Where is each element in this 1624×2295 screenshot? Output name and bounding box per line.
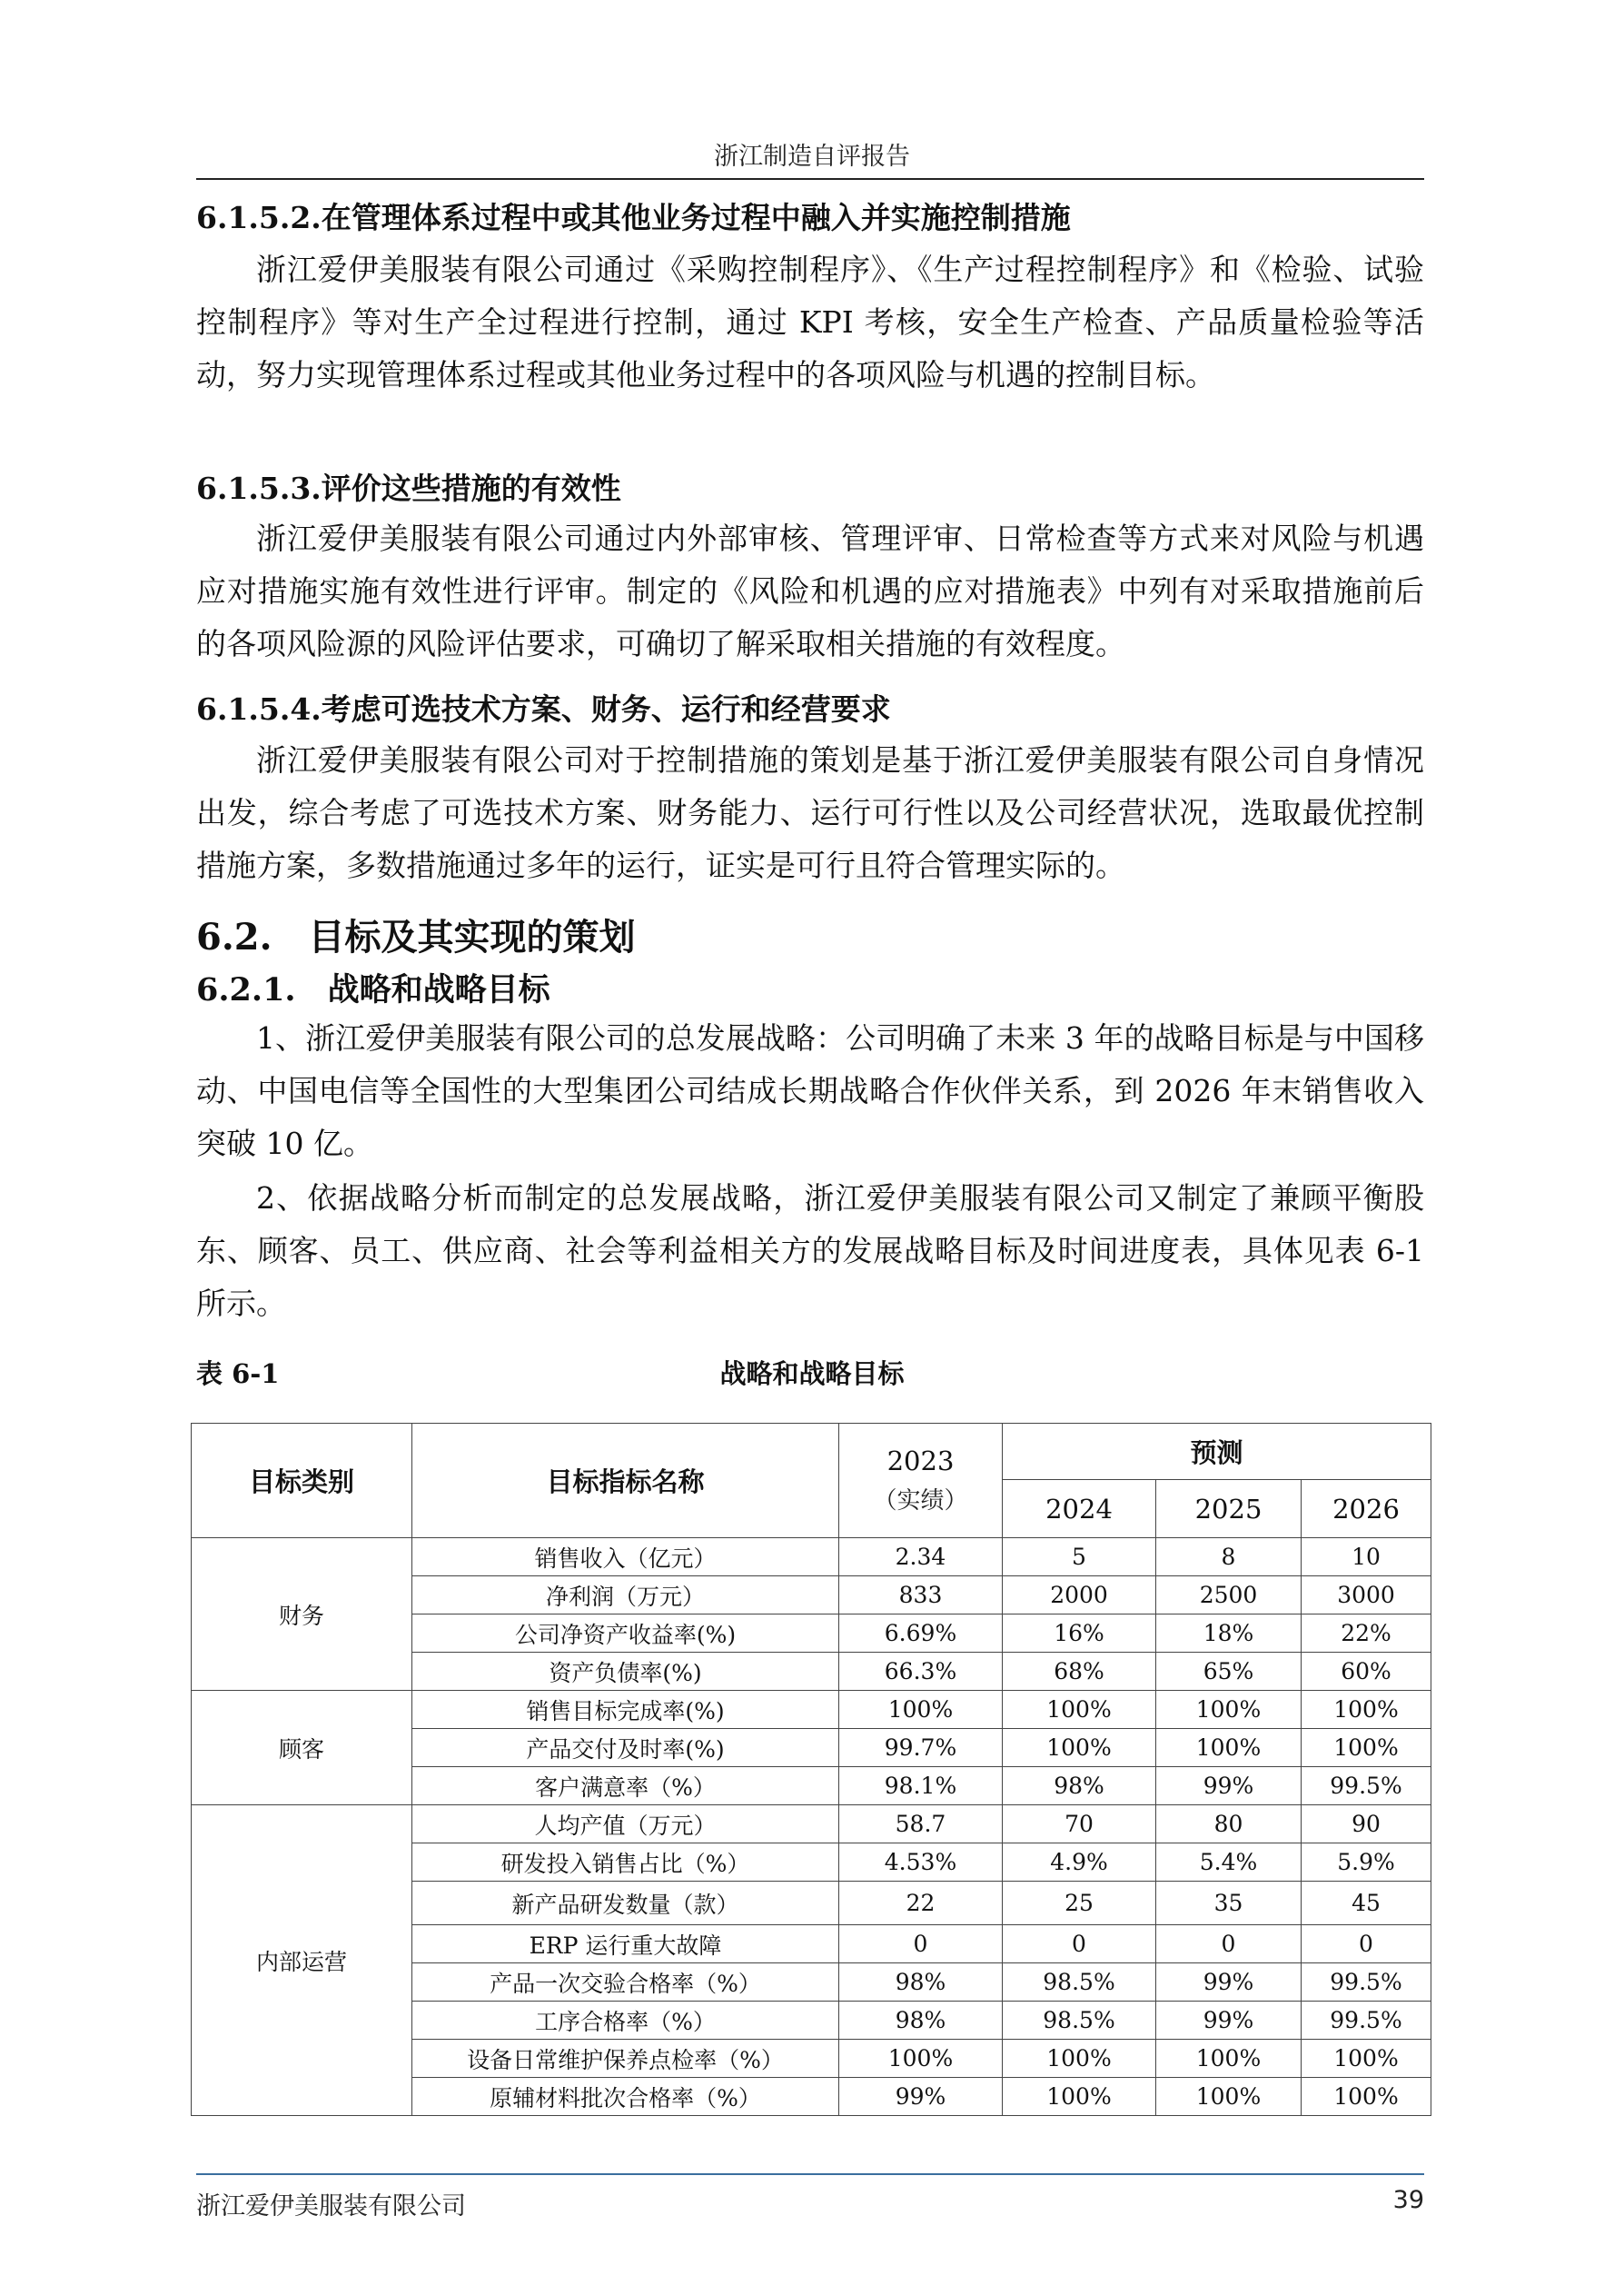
value-2026-cell: 100% [1302, 2078, 1431, 2116]
value-2024-cell: 100% [1003, 1729, 1156, 1767]
value-2023-cell: 6.69% [839, 1614, 1003, 1653]
category-cell: 顾客 [192, 1691, 412, 1805]
header-category: 目标类别 [192, 1424, 412, 1538]
value-2023-cell: 58.7 [839, 1805, 1003, 1843]
value-2024-cell: 98% [1003, 1767, 1156, 1805]
value-2026-cell: 100% [1302, 1691, 1431, 1729]
page-header-title: 浙江制造自评报告 [714, 143, 910, 171]
value-2023-cell: 100% [839, 2040, 1003, 2078]
value-2024-cell: 70 [1003, 1805, 1156, 1843]
section-heading-6153: 6.1.5.3.评价这些措施的有效性 [196, 471, 621, 506]
value-2024-cell: 98.5% [1003, 2002, 1156, 2040]
value-2025-cell: 100% [1156, 1729, 1302, 1767]
value-2024-cell: 100% [1003, 2078, 1156, 2116]
value-2025-cell: 65% [1156, 1653, 1302, 1691]
indicator-cell: 研发投入销售占比（%） [412, 1843, 839, 1882]
value-2023-cell: 98% [839, 1963, 1003, 2002]
indicator-cell: 净利润（万元） [412, 1576, 839, 1614]
header-2023-year: 2023 [886, 1446, 955, 1476]
value-2023-cell: 2.34 [839, 1538, 1003, 1576]
value-2026-cell: 5.9% [1302, 1843, 1431, 1882]
header-2024: 2024 [1003, 1480, 1156, 1538]
value-2023-cell: 0 [839, 1925, 1003, 1963]
section-heading-621: 6.2.1. 战略和战略目标 [196, 971, 550, 1008]
indicator-cell: 设备日常维护保养点检率（%） [412, 2040, 839, 2078]
header-2026: 2026 [1302, 1480, 1431, 1538]
value-2025-cell: 80 [1156, 1805, 1302, 1843]
indicator-cell: 销售收入（亿元） [412, 1538, 839, 1576]
footer-divider [196, 2173, 1424, 2175]
strategy-goals-table [191, 1423, 1431, 2116]
indicator-cell: 公司净资产收益率(%) [412, 1614, 839, 1653]
value-2025-cell: 5.4% [1156, 1843, 1302, 1882]
value-2025-cell: 100% [1156, 2078, 1302, 2116]
value-2024-cell: 68% [1003, 1653, 1156, 1691]
value-2026-cell: 10 [1302, 1538, 1431, 1576]
value-2025-cell: 0 [1156, 1925, 1302, 1963]
indicator-cell: 资产负债率(%) [412, 1653, 839, 1691]
table-caption: 战略和战略目标 [719, 1358, 905, 1389]
value-2023-cell: 22 [839, 1882, 1003, 1925]
value-2024-cell: 2000 [1003, 1576, 1156, 1614]
value-2024-cell: 4.9% [1003, 1843, 1156, 1882]
header-2023-note: （实绩） [873, 1487, 968, 1515]
table-label: 表 6-1 [196, 1358, 280, 1389]
value-2026-cell: 45 [1302, 1882, 1431, 1925]
header-indicator: 目标指标名称 [412, 1424, 839, 1538]
section-heading-6152: 6.1.5.2.在管理体系过程中或其他业务过程中融入并实施控制措施 [196, 200, 1071, 235]
section-paragraph-621-1: 1、浙江爱伊美服装有限公司的总发展战略：公司明确了未来 3 年的战略目标是与中国移动、中国电信等全国性的大型集团公司结成长期战略合作伙伴关系，到 2026 年末销售收入突破 10 亿。 [196, 1020, 1424, 1161]
value-2024-cell: 25 [1003, 1882, 1156, 1925]
value-2023-cell: 4.53% [839, 1843, 1003, 1882]
section-paragraph-6152: 浙江爱伊美服装有限公司通过《采购控制程序》、《生产过程控制程序》和《检验、试验控制程序》等对生产全过程进行控制，通过 KPI 考核，安全生产检查、产品质量检验等活动，努力实现管理体系过程或其他业务过程中的各项风险与机遇的控制目标。 [196, 252, 1424, 392]
indicator-cell: ERP 运行重大故障 [412, 1925, 839, 1963]
header-2023 [839, 1424, 1003, 1538]
value-2025-cell: 8 [1156, 1538, 1302, 1576]
indicator-cell: 人均产值（万元） [412, 1805, 839, 1843]
indicator-cell: 产品一次交验合格率（%） [412, 1963, 839, 2002]
value-2023-cell: 99.7% [839, 1729, 1003, 1767]
value-2024-cell: 0 [1003, 1925, 1156, 1963]
value-2025-cell: 100% [1156, 1691, 1302, 1729]
section-heading-62: 6.2. 目标及其实现的策划 [196, 916, 636, 959]
value-2026-cell: 99.5% [1302, 2002, 1431, 2040]
value-2023-cell: 833 [839, 1576, 1003, 1614]
header-divider [196, 178, 1424, 180]
value-2025-cell: 100% [1156, 2040, 1302, 2078]
value-2026-cell: 99.5% [1302, 1767, 1431, 1805]
value-2024-cell: 16% [1003, 1614, 1156, 1653]
value-2026-cell: 100% [1302, 2040, 1431, 2078]
section-paragraph-6154: 浙江爱伊美服装有限公司对于控制措施的策划是基于浙江爱伊美服装有限公司自身情况出发，综合考虑了可选技术方案、财务能力、运行可行性以及公司经营状况，选取最优控制措施方案，多数措施通过多年的运行，证实是可行且符合管理实际的。 [196, 742, 1424, 883]
value-2024-cell: 100% [1003, 1691, 1156, 1729]
header-forecast: 预测 [1003, 1424, 1431, 1480]
value-2023-cell: 66.3% [839, 1653, 1003, 1691]
indicator-cell: 新产品研发数量（款） [412, 1882, 839, 1925]
table-row [192, 1538, 1431, 1576]
indicator-cell: 工序合格率（%） [412, 2002, 839, 2040]
value-2025-cell: 99% [1156, 1963, 1302, 2002]
indicator-cell: 销售目标完成率(%) [412, 1691, 839, 1729]
value-2024-cell: 100% [1003, 2040, 1156, 2078]
value-2026-cell: 3000 [1302, 1576, 1431, 1614]
value-2026-cell: 60% [1302, 1653, 1431, 1691]
header-2025: 2025 [1156, 1480, 1302, 1538]
value-2025-cell: 35 [1156, 1882, 1302, 1925]
indicator-cell: 原辅材料批次合格率（%） [412, 2078, 839, 2116]
value-2025-cell: 18% [1156, 1614, 1302, 1653]
table-row [192, 1691, 1431, 1729]
category-cell: 财务 [192, 1538, 412, 1691]
value-2026-cell: 100% [1302, 1729, 1431, 1767]
category-cell: 内部运营 [192, 1805, 412, 2116]
value-2023-cell: 100% [839, 1691, 1003, 1729]
value-2023-cell: 98.1% [839, 1767, 1003, 1805]
value-2023-cell: 98% [839, 2002, 1003, 2040]
section-paragraph-621-2: 2、依据战略分析而制定的总发展战略，浙江爱伊美服装有限公司又制定了兼顾平衡股东、顾客、员工、供应商、社会等利益相关方的发展战略目标及时间进度表，具体见表 6-1 所示。 [196, 1180, 1424, 1321]
value-2024-cell: 98.5% [1003, 1963, 1156, 2002]
section-paragraph-6153: 浙江爱伊美服装有限公司通过内外部审核、管理评审、日常检查等方式来对风险与机遇应对措施实施有效性进行评审。制定的《风险和机遇的应对措施表》中列有对采取措施前后的各项风险源的风险评估要求，可确切了解采取相关措施的有效程度。 [196, 521, 1424, 661]
value-2026-cell: 90 [1302, 1805, 1431, 1843]
indicator-cell: 客户满意率（%） [412, 1767, 839, 1805]
value-2026-cell: 0 [1302, 1925, 1431, 1963]
footer-company: 浙江爱伊美服装有限公司 [196, 2192, 466, 2220]
table-row [192, 1805, 1431, 1843]
value-2025-cell: 99% [1156, 1767, 1302, 1805]
indicator-cell: 产品交付及时率(%) [412, 1729, 839, 1767]
value-2024-cell: 5 [1003, 1538, 1156, 1576]
value-2026-cell: 22% [1302, 1614, 1431, 1653]
value-2025-cell: 99% [1156, 2002, 1302, 2040]
section-heading-6154: 6.1.5.4.考虑可选技术方案、财务、运行和经营要求 [196, 691, 891, 727]
value-2025-cell: 2500 [1156, 1576, 1302, 1614]
value-2023-cell: 99% [839, 2078, 1003, 2116]
value-2026-cell: 99.5% [1302, 1963, 1431, 2002]
page-number: 39 [1392, 2186, 1424, 2214]
